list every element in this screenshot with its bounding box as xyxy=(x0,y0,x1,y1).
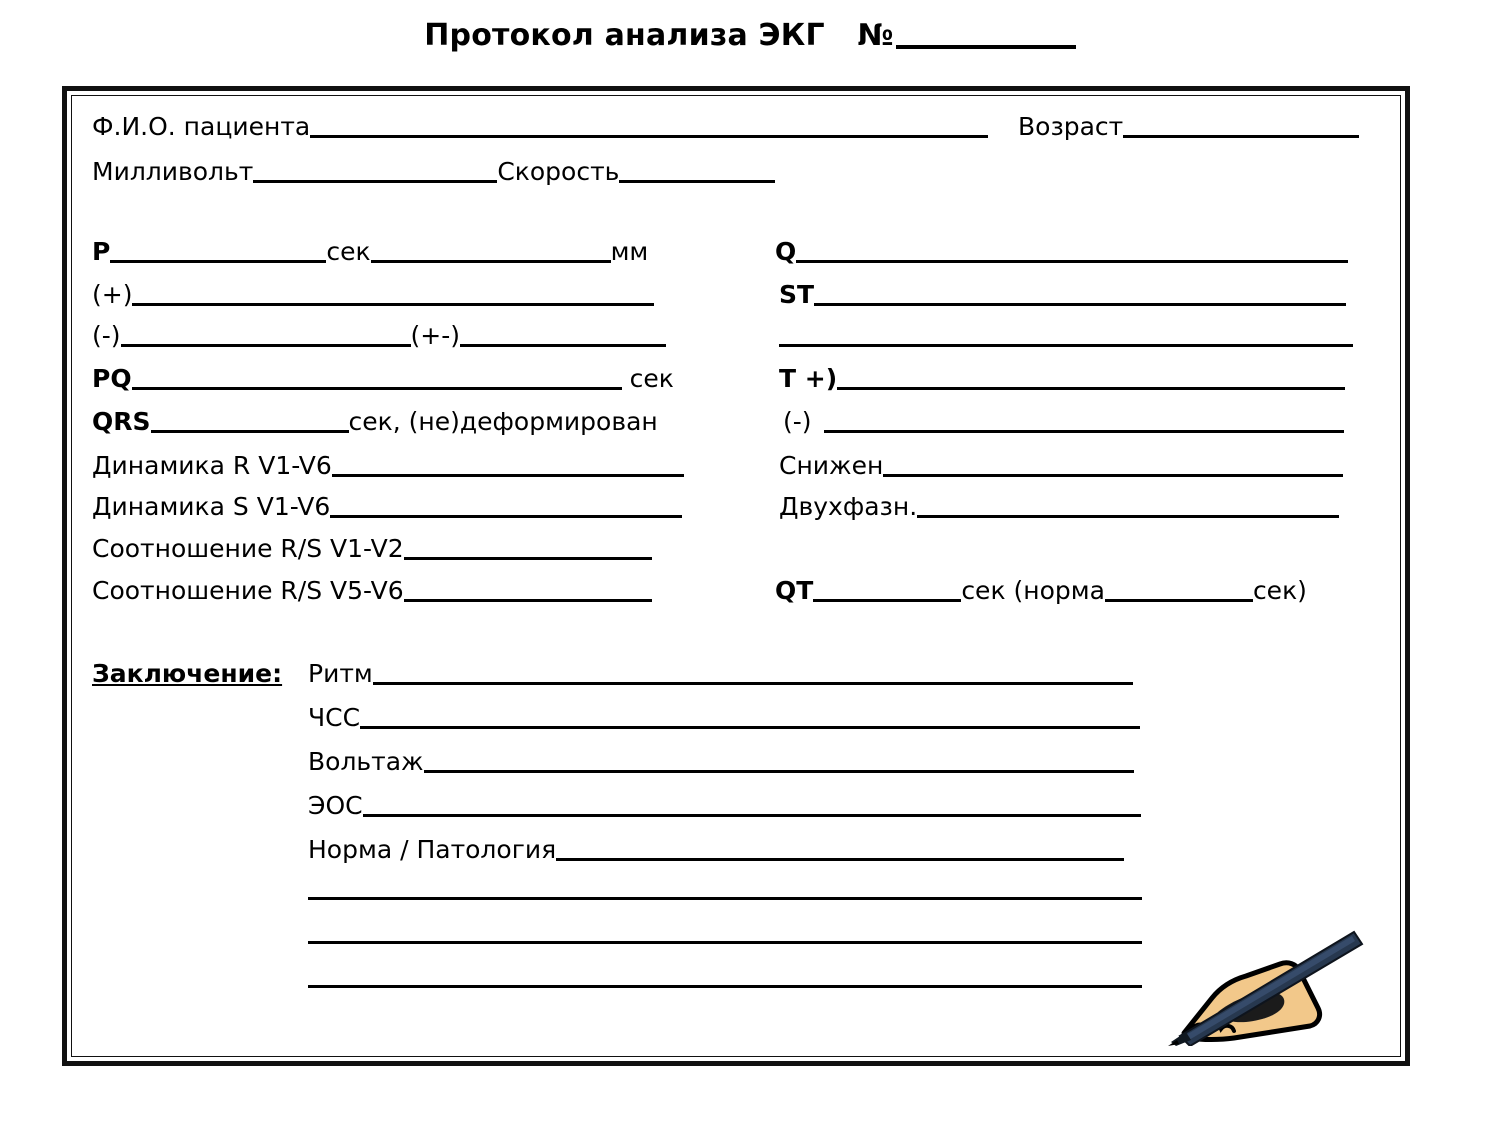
rhythm-label: Ритм xyxy=(308,659,373,688)
p-biphasic-label: (+-) xyxy=(410,321,461,350)
reduced-label: Снижен xyxy=(779,451,884,480)
voltage-blank[interactable] xyxy=(424,750,1134,773)
p-duration-blank[interactable] xyxy=(110,240,326,263)
p-sec-unit: сек xyxy=(326,237,371,266)
heart-rate-blank[interactable] xyxy=(360,706,1140,729)
qt-norm-blank[interactable] xyxy=(1105,579,1253,602)
st-extra-blank[interactable] xyxy=(779,344,1353,347)
conclusion-blank-line-2[interactable] xyxy=(308,941,1142,944)
field-t-positive xyxy=(779,365,1345,393)
qrs-blank[interactable] xyxy=(151,410,349,433)
p-amplitude-blank[interactable] xyxy=(371,240,611,263)
t-negative-blank[interactable] xyxy=(824,410,1344,433)
electrical-axis-blank[interactable] xyxy=(363,794,1141,817)
age-blank[interactable] xyxy=(1123,115,1359,138)
protocol-number-label: № xyxy=(857,18,894,53)
ratio-rs-v5v6-label: Соотношение R/S V5-V6 xyxy=(92,576,404,605)
qt-sec-norm-label: сек (норма xyxy=(961,576,1105,605)
page-title-text: Протокол анализа ЭКГ xyxy=(424,18,825,53)
dynamics-r-label: Динамика R V1-V6 xyxy=(92,451,332,480)
protocol-number-blank[interactable] xyxy=(896,45,1076,49)
field-dynamics-r xyxy=(92,452,684,480)
ratio-rs-v1v2-label: Соотношение R/S V1-V2 xyxy=(92,534,404,563)
st-blank[interactable] xyxy=(814,283,1346,306)
field-heart-rate xyxy=(308,704,1140,732)
p-mm-unit: мм xyxy=(610,237,649,266)
conclusion-heading-text: Заключение: xyxy=(92,659,283,688)
pq-sec-unit: сек xyxy=(629,364,674,393)
heart-rate-label: ЧСС xyxy=(308,703,361,732)
p-positive-label: (+) xyxy=(92,280,133,309)
qt-label: QT xyxy=(775,576,814,605)
conclusion-blank-line-1[interactable] xyxy=(308,897,1142,900)
conclusion-blank-line-3[interactable] xyxy=(308,985,1142,988)
p-label: P xyxy=(92,237,111,266)
field-st-segment xyxy=(779,281,1346,309)
t-negative-label: (-) xyxy=(783,407,812,436)
t-positive-blank[interactable] xyxy=(837,367,1345,390)
field-dynamics-s xyxy=(92,493,682,521)
field-pq xyxy=(92,365,674,393)
dynamics-r-blank[interactable] xyxy=(332,454,684,477)
qrs-label: QRS xyxy=(92,407,151,436)
ratio-rs-v5v6-blank[interactable] xyxy=(404,579,652,602)
ratio-rs-v1v2-blank[interactable] xyxy=(404,537,652,560)
field-patient-name xyxy=(92,113,988,141)
qrs-unit: сек, (не)деформирован xyxy=(348,407,658,436)
qt-blank[interactable] xyxy=(813,579,961,602)
field-t-biphasic xyxy=(779,493,1339,521)
field-ratio-rs-v1v2 xyxy=(92,535,652,563)
norm-pathology-label: Норма / Патология xyxy=(308,835,557,864)
field-t-reduced xyxy=(779,452,1343,480)
hand-writing-pen-icon xyxy=(1168,928,1368,1046)
field-rhythm xyxy=(308,660,1133,688)
field-q-wave xyxy=(775,238,1348,266)
dynamics-s-label: Динамика S V1-V6 xyxy=(92,492,331,521)
field-qrs xyxy=(92,408,658,436)
millivolt-blank[interactable] xyxy=(253,160,497,183)
field-p-negative xyxy=(92,322,666,350)
field-t-negative xyxy=(783,408,1344,436)
conclusion-heading xyxy=(92,660,282,688)
reduced-blank[interactable] xyxy=(883,454,1343,477)
electrical-axis-label: ЭОС xyxy=(308,791,363,820)
field-electrical-axis xyxy=(308,792,1141,820)
patient-name-blank[interactable] xyxy=(310,115,988,138)
st-label: ST xyxy=(779,280,815,309)
q-label: Q xyxy=(775,237,797,266)
pq-blank[interactable] xyxy=(132,367,622,390)
field-ratio-rs-v5v6 xyxy=(92,577,652,605)
page-title xyxy=(0,18,1500,53)
p-negative-label: (-) xyxy=(92,321,121,350)
dynamics-s-blank[interactable] xyxy=(330,495,682,518)
q-blank[interactable] xyxy=(796,240,1348,263)
field-qt xyxy=(775,577,1307,605)
qt-norm-unit: сек) xyxy=(1252,576,1307,605)
millivolt-label: Милливольт xyxy=(92,157,254,186)
voltage-label: Вольтаж xyxy=(308,747,424,776)
biphasic-label: Двухфазн. xyxy=(779,492,918,521)
field-millivolt xyxy=(92,158,775,186)
speed-blank[interactable] xyxy=(619,160,775,183)
field-norm-pathology xyxy=(308,836,1124,864)
p-positive-blank[interactable] xyxy=(132,283,654,306)
p-biphasic-blank[interactable] xyxy=(460,324,666,347)
t-positive-label: T +) xyxy=(779,364,838,393)
age-label: Возраст xyxy=(1018,112,1124,141)
pq-label: PQ xyxy=(92,364,132,393)
field-age xyxy=(1018,113,1359,141)
field-voltage xyxy=(308,748,1134,776)
p-negative-blank[interactable] xyxy=(121,324,411,347)
speed-label: Скорость xyxy=(497,157,620,186)
field-p-wave xyxy=(92,238,648,266)
biphasic-blank[interactable] xyxy=(917,495,1339,518)
field-p-positive xyxy=(92,281,654,309)
norm-pathology-blank[interactable] xyxy=(556,838,1124,861)
rhythm-blank[interactable] xyxy=(373,662,1133,685)
patient-name-label: Ф.И.О. пациента xyxy=(92,112,311,141)
